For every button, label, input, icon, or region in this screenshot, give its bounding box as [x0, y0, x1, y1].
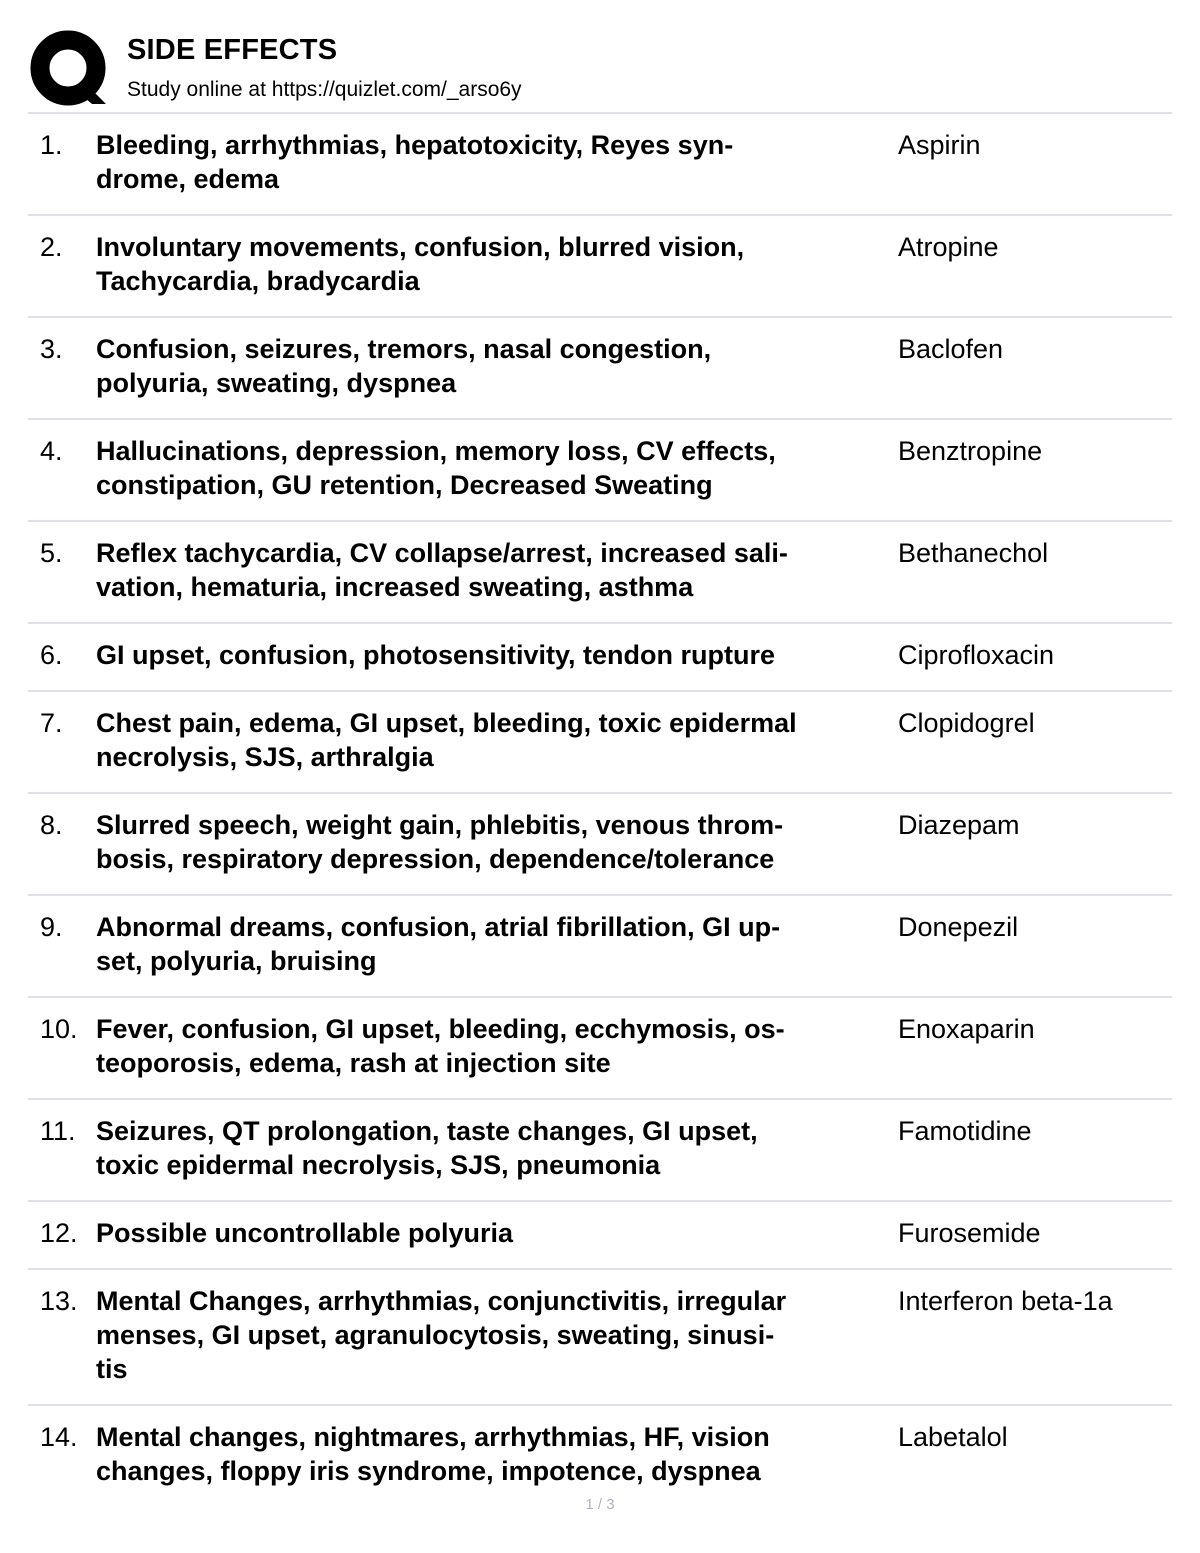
card-definition: Baclofen	[898, 334, 1004, 364]
card-term: Confusion, seizures, tremors, nasal congestion, polyuria, sweating, dyspnea	[96, 334, 712, 398]
page-title: SIDE EFFECTS	[127, 34, 338, 66]
card-number	[28, 332, 96, 400]
card-number	[28, 230, 96, 298]
card-number-text: 14.	[40, 1422, 78, 1452]
card-number	[28, 536, 96, 604]
card-number	[28, 910, 96, 978]
card-definition: Atropine	[898, 232, 999, 262]
card-number-text: 10.	[40, 1014, 78, 1044]
card-term: Mental Changes, arrhythmias, conjunctivitis, irregular menses, GI upset, agranulocytosis, sweating, sinusi- tis	[96, 1286, 787, 1384]
card-number	[28, 434, 96, 502]
card-term: Seizures, QT prolongation, taste changes, GI upset, toxic epidermal necrolysis, SJS, pneumonia	[96, 1116, 758, 1180]
card-term: Fever, confusion, GI upset, bleeding, ecchymosis, os- teoporosis, edema, rash at injection site	[96, 1014, 785, 1078]
card-number-text: 13.	[40, 1286, 78, 1316]
card-number-text: 1.	[40, 130, 63, 160]
card-number-text: 8.	[40, 810, 63, 840]
card-term: Possible uncontrollable polyuria	[96, 1218, 514, 1248]
flashcard-row	[28, 1404, 1172, 1506]
card-definition: Ciprofloxacin	[898, 640, 1055, 670]
card-definition: Diazepam	[898, 810, 1020, 840]
card-number	[28, 1284, 96, 1386]
card-number-text: 5.	[40, 538, 63, 568]
card-term: GI upset, confusion, photosensitivity, tendon rupture	[96, 640, 776, 670]
card-number	[28, 706, 96, 774]
card-definition: Bethanechol	[898, 538, 1049, 568]
card-definition: Donepezil	[898, 912, 1019, 942]
card-term: Slurred speech, weight gain, phlebitis, venous throm- bosis, respiratory depression, dependence/tolerance	[96, 810, 784, 874]
card-number-text: 11.	[40, 1116, 76, 1146]
card-term: Abnormal dreams, confusion, atrial fibrillation, GI up- set, polyuria, bruising	[96, 912, 781, 976]
card-term: Involuntary movements, confusion, blurred vision, Tachycardia, bradycardia	[96, 232, 745, 296]
card-number-text: 12.	[40, 1218, 78, 1248]
card-definition: Interferon beta-1a	[898, 1286, 1113, 1316]
page-number: 1 / 3	[585, 1496, 615, 1513]
card-number-text: 6.	[40, 640, 63, 670]
card-term: Mental changes, nightmares, arrhythmias, HF, vision changes, floppy iris syndrome, impotence, dyspnea	[96, 1422, 770, 1486]
quizlet-q-logo-icon	[30, 30, 108, 108]
flashcard-row	[28, 690, 1172, 792]
flashcard-row	[28, 112, 1172, 214]
flashcard-row	[28, 1098, 1172, 1200]
card-number	[28, 1114, 96, 1182]
flashcard-row	[28, 1200, 1172, 1268]
card-number	[28, 808, 96, 876]
flashcard-row	[28, 792, 1172, 894]
flashcard-row	[28, 622, 1172, 690]
flashcard-row	[28, 520, 1172, 622]
flashcard-row	[28, 996, 1172, 1098]
study-link[interactable]: Study online at https://quizlet.com/_arso6y	[127, 78, 522, 101]
card-number	[28, 1420, 96, 1488]
card-number-text: 2.	[40, 232, 63, 262]
card-number-text: 7.	[40, 708, 63, 738]
flashcard-row	[28, 418, 1172, 520]
card-number	[28, 1012, 96, 1080]
card-definition: Clopidogrel	[898, 708, 1035, 738]
card-number	[28, 638, 96, 672]
card-term: Hallucinations, depression, memory loss, CV effects, constipation, GU retention, Decreased Sweating	[96, 436, 776, 500]
card-definition: Famotidine	[898, 1116, 1032, 1146]
card-definition: Benztropine	[898, 436, 1043, 466]
card-number	[28, 1216, 96, 1250]
card-term: Bleeding, arrhythmias, hepatotoxicity, Reyes syn- drome, edema	[96, 130, 734, 194]
card-definition: Aspirin	[898, 130, 981, 160]
card-number-text: 9.	[40, 912, 63, 942]
card-number-text: 3.	[40, 334, 63, 364]
card-definition: Labetalol	[898, 1422, 1008, 1452]
flashcard-row	[28, 214, 1172, 316]
flashcard-list	[28, 112, 1172, 1506]
flashcard-row	[28, 894, 1172, 996]
card-definition: Enoxaparin	[898, 1014, 1035, 1044]
card-term: Reflex tachycardia, CV collapse/arrest, increased sali- vation, hematuria, increased sweating, asthma	[96, 538, 788, 602]
card-number-text: 4.	[40, 436, 63, 466]
card-number	[28, 128, 96, 196]
flashcard-row	[28, 316, 1172, 418]
page-header	[28, 30, 1172, 112]
card-term: Chest pain, edema, GI upset, bleeding, toxic epidermal necrolysis, SJS, arthralgia	[96, 708, 797, 772]
flashcard-row	[28, 1268, 1172, 1404]
card-definition: Furosemide	[898, 1218, 1041, 1248]
